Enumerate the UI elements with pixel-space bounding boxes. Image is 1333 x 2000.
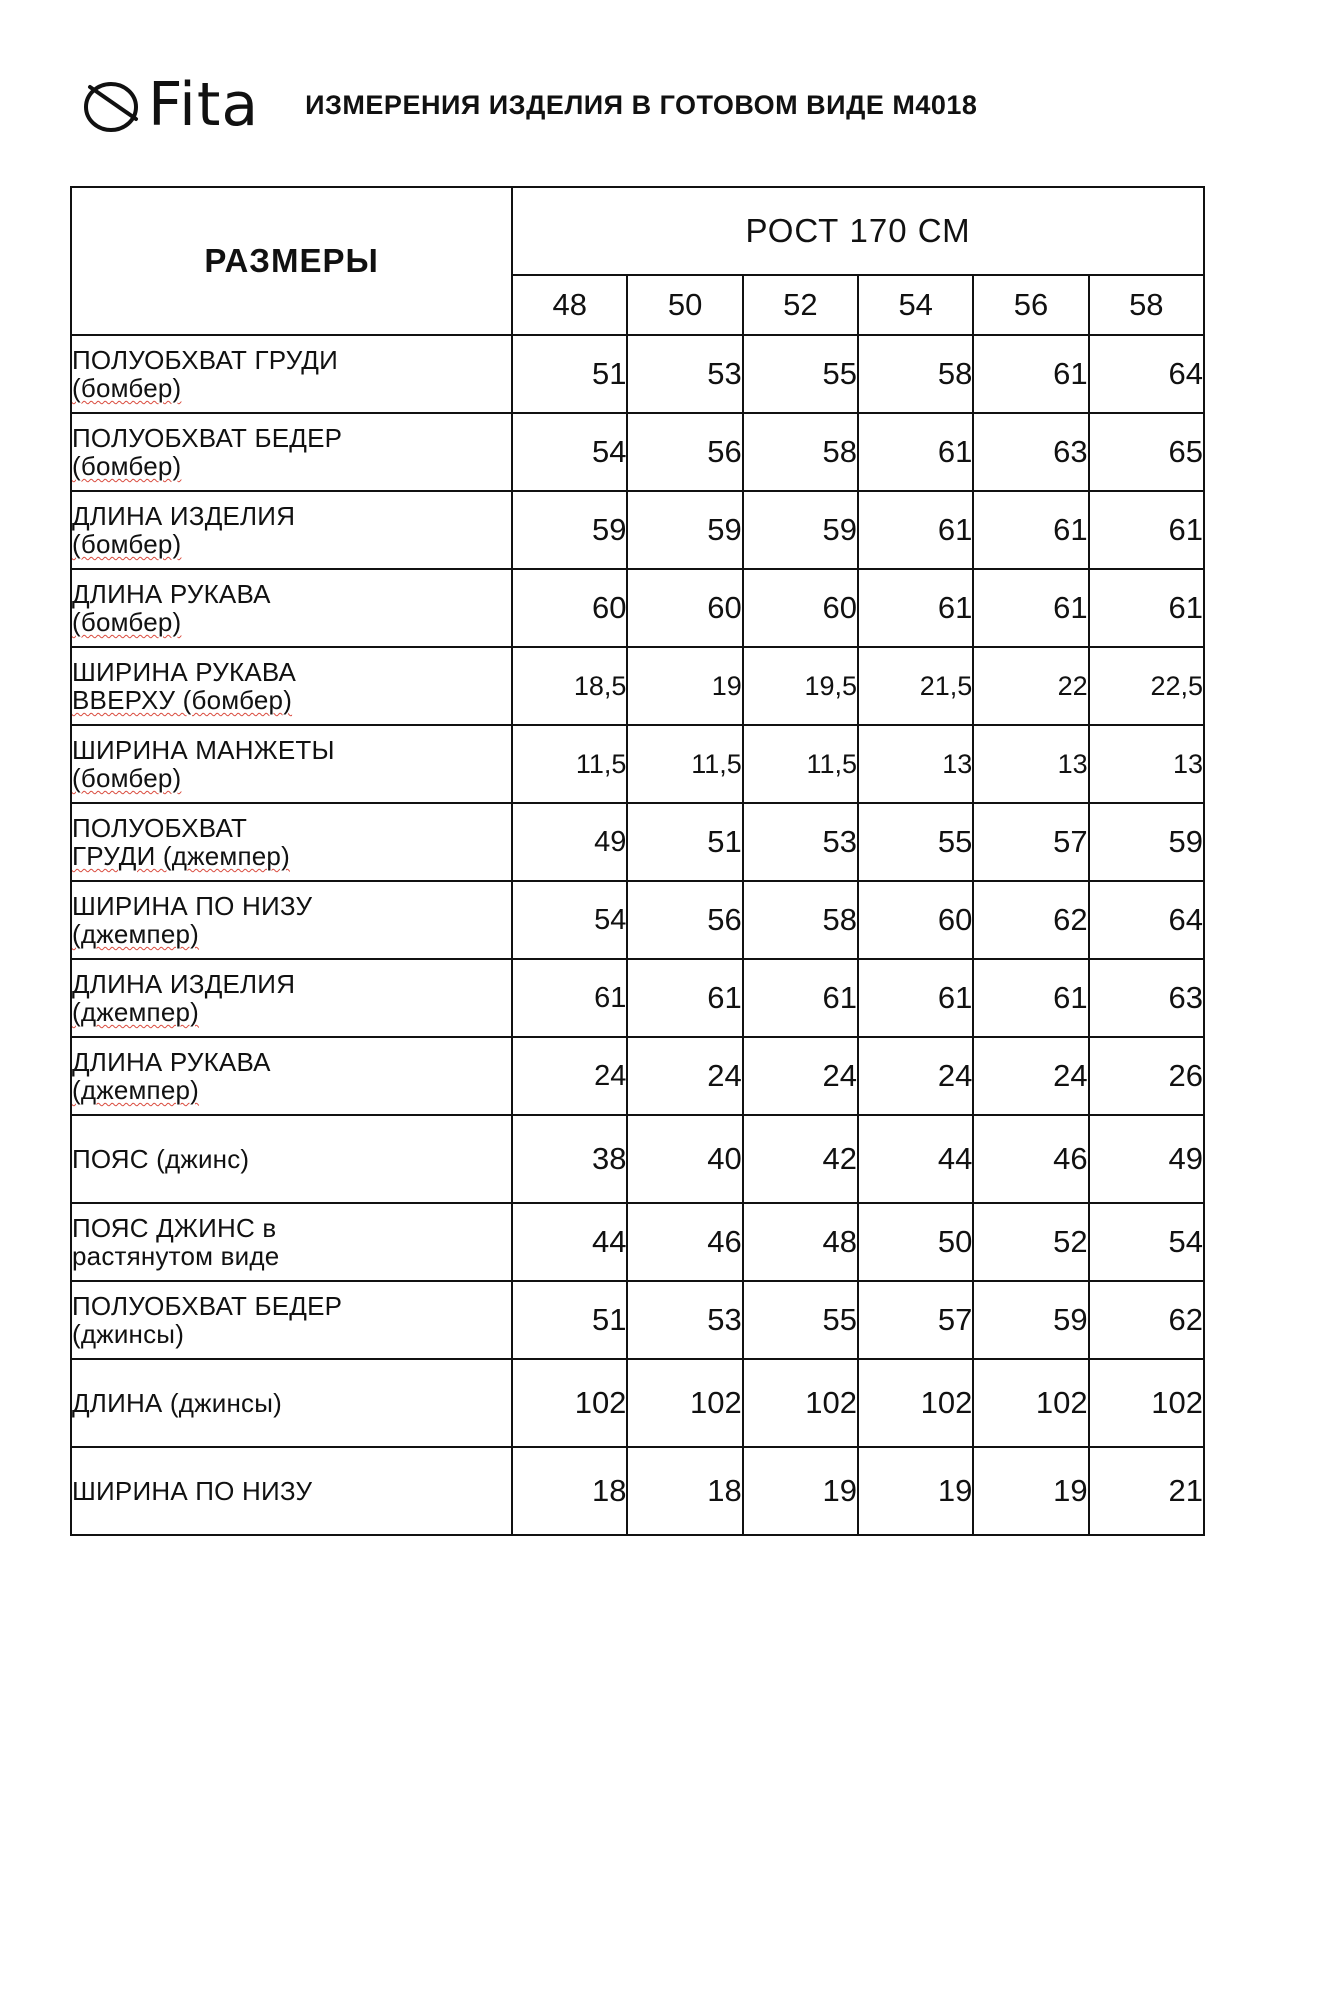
cell-value: 13 bbox=[1089, 725, 1204, 803]
cell-value: 62 bbox=[973, 881, 1088, 959]
table-row bbox=[71, 647, 1204, 725]
cell-value: 48 bbox=[743, 1203, 858, 1281]
circle-slash-icon bbox=[80, 74, 142, 136]
cell-value: 60 bbox=[512, 569, 627, 647]
cell-value: 62 bbox=[1089, 1281, 1204, 1359]
row-label: ДЛИНА РУКАВА (джемпер) bbox=[71, 1037, 512, 1115]
row-label: ШИРИНА РУКАВА ВВЕРХУ (бомбер) bbox=[71, 647, 512, 725]
cell-value: 24 bbox=[973, 1037, 1088, 1115]
cell-value: 19 bbox=[627, 647, 742, 725]
cell-value: 54 bbox=[512, 881, 627, 959]
measurements-table-container bbox=[70, 186, 1205, 1536]
row-label: ПОЯС (джинс) bbox=[71, 1115, 512, 1203]
size-column-50: 50 bbox=[627, 275, 742, 335]
cell-value: 64 bbox=[1089, 881, 1204, 959]
cell-value: 64 bbox=[1089, 335, 1204, 413]
row-label: ШИРИНА ПО НИЗУ bbox=[71, 1447, 512, 1535]
cell-value: 61 bbox=[627, 959, 742, 1037]
cell-value: 63 bbox=[973, 413, 1088, 491]
cell-value: 44 bbox=[512, 1203, 627, 1281]
row-label: ДЛИНА (джинсы) bbox=[71, 1359, 512, 1447]
size-column-52: 52 bbox=[743, 275, 858, 335]
measurements-table bbox=[70, 186, 1205, 1536]
size-column-54: 54 bbox=[858, 275, 973, 335]
cell-value: 102 bbox=[743, 1359, 858, 1447]
cell-value: 11,5 bbox=[743, 725, 858, 803]
cell-value: 61 bbox=[858, 413, 973, 491]
cell-value: 63 bbox=[1089, 959, 1204, 1037]
size-column-58: 58 bbox=[1089, 275, 1204, 335]
cell-value: 61 bbox=[1089, 491, 1204, 569]
cell-value: 49 bbox=[512, 803, 627, 881]
row-label: ДЛИНА РУКАВА (бомбер) bbox=[71, 569, 512, 647]
table-row bbox=[71, 335, 1204, 413]
table-header-row-group bbox=[71, 187, 1204, 275]
cell-value: 61 bbox=[973, 335, 1088, 413]
brand-name: Fita bbox=[148, 70, 260, 140]
row-label: ПОЛУОБХВАТ ГРУДИ (бомбер) bbox=[71, 335, 512, 413]
cell-value: 61 bbox=[973, 491, 1088, 569]
cell-value: 13 bbox=[973, 725, 1088, 803]
table-row bbox=[71, 1281, 1204, 1359]
row-label: ПОЛУОБХВАТ БЕДЕР (бомбер) bbox=[71, 413, 512, 491]
cell-value: 52 bbox=[973, 1203, 1088, 1281]
cell-value: 61 bbox=[973, 569, 1088, 647]
cell-value: 55 bbox=[743, 335, 858, 413]
cell-value: 60 bbox=[627, 569, 742, 647]
table-row bbox=[71, 1037, 1204, 1115]
cell-value: 24 bbox=[512, 1037, 627, 1115]
cell-value: 22 bbox=[973, 647, 1088, 725]
cell-value: 61 bbox=[743, 959, 858, 1037]
cell-value: 65 bbox=[1089, 413, 1204, 491]
size-column-56: 56 bbox=[973, 275, 1088, 335]
row-label: ПОЯС ДЖИНС в растянутом виде bbox=[71, 1203, 512, 1281]
cell-value: 60 bbox=[858, 881, 973, 959]
cell-value: 56 bbox=[627, 881, 742, 959]
cell-value: 11,5 bbox=[512, 725, 627, 803]
cell-value: 51 bbox=[512, 335, 627, 413]
cell-value: 102 bbox=[858, 1359, 973, 1447]
cell-value: 57 bbox=[858, 1281, 973, 1359]
cell-value: 46 bbox=[973, 1115, 1088, 1203]
cell-value: 102 bbox=[627, 1359, 742, 1447]
cell-value: 59 bbox=[512, 491, 627, 569]
row-label: ДЛИНА ИЗДЕЛИЯ (джемпер) bbox=[71, 959, 512, 1037]
cell-value: 44 bbox=[858, 1115, 973, 1203]
table-row bbox=[71, 1447, 1204, 1535]
cell-value: 61 bbox=[858, 959, 973, 1037]
table-row bbox=[71, 803, 1204, 881]
cell-value: 18 bbox=[512, 1447, 627, 1535]
cell-value: 61 bbox=[858, 491, 973, 569]
cell-value: 21,5 bbox=[858, 647, 973, 725]
table-row bbox=[71, 881, 1204, 959]
row-label: ПОЛУОБХВАТ ГРУДИ (джемпер) bbox=[71, 803, 512, 881]
size-column-48: 48 bbox=[512, 275, 627, 335]
cell-value: 61 bbox=[512, 959, 627, 1037]
cell-value: 59 bbox=[973, 1281, 1088, 1359]
cell-value: 61 bbox=[1089, 569, 1204, 647]
cell-value: 102 bbox=[1089, 1359, 1204, 1447]
cell-value: 58 bbox=[858, 335, 973, 413]
cell-value: 61 bbox=[973, 959, 1088, 1037]
table-row bbox=[71, 413, 1204, 491]
cell-value: 50 bbox=[858, 1203, 973, 1281]
cell-value: 49 bbox=[1089, 1115, 1204, 1203]
cell-value: 55 bbox=[743, 1281, 858, 1359]
cell-value: 21 bbox=[1089, 1447, 1204, 1535]
cell-value: 42 bbox=[743, 1115, 858, 1203]
cell-value: 102 bbox=[973, 1359, 1088, 1447]
row-label: ДЛИНА ИЗДЕЛИЯ (бомбер) bbox=[71, 491, 512, 569]
cell-value: 13 bbox=[858, 725, 973, 803]
cell-value: 19 bbox=[858, 1447, 973, 1535]
cell-value: 58 bbox=[743, 881, 858, 959]
table-row bbox=[71, 959, 1204, 1037]
cell-value: 59 bbox=[1089, 803, 1204, 881]
cell-value: 57 bbox=[973, 803, 1088, 881]
cell-value: 19 bbox=[973, 1447, 1088, 1535]
row-label: ШИРИНА ПО НИЗУ (джемпер) bbox=[71, 881, 512, 959]
cell-value: 19,5 bbox=[743, 647, 858, 725]
cell-value: 58 bbox=[743, 413, 858, 491]
cell-value: 53 bbox=[627, 1281, 742, 1359]
cell-value: 61 bbox=[858, 569, 973, 647]
cell-value: 18,5 bbox=[512, 647, 627, 725]
table-row bbox=[71, 569, 1204, 647]
cell-value: 56 bbox=[627, 413, 742, 491]
cell-value: 24 bbox=[743, 1037, 858, 1115]
cell-value: 51 bbox=[512, 1281, 627, 1359]
cell-value: 24 bbox=[858, 1037, 973, 1115]
table-row bbox=[71, 1203, 1204, 1281]
cell-value: 51 bbox=[627, 803, 742, 881]
cell-value: 60 bbox=[743, 569, 858, 647]
cell-value: 53 bbox=[627, 335, 742, 413]
table-row bbox=[71, 1115, 1204, 1203]
cell-value: 22,5 bbox=[1089, 647, 1204, 725]
row-label: ПОЛУОБХВАТ БЕДЕР (джинсы) bbox=[71, 1281, 512, 1359]
cell-value: 54 bbox=[512, 413, 627, 491]
cell-value: 19 bbox=[743, 1447, 858, 1535]
table-row bbox=[71, 491, 1204, 569]
cell-value: 40 bbox=[627, 1115, 742, 1203]
cell-value: 38 bbox=[512, 1115, 627, 1203]
header-height-group: РОСТ 170 СМ bbox=[512, 187, 1204, 275]
cell-value: 59 bbox=[743, 491, 858, 569]
table-row bbox=[71, 1359, 1204, 1447]
cell-value: 53 bbox=[743, 803, 858, 881]
cell-value: 24 bbox=[627, 1037, 742, 1115]
cell-value: 11,5 bbox=[627, 725, 742, 803]
row-label: ШИРИНА МАНЖЕТЫ (бомбер) bbox=[71, 725, 512, 803]
page-title: ИЗМЕРЕНИЯ ИЗДЕЛИЯ В ГОТОВОМ ВИДЕ М4018 bbox=[305, 89, 978, 120]
header-sizes: РАЗМЕРЫ bbox=[71, 187, 512, 335]
cell-value: 54 bbox=[1089, 1203, 1204, 1281]
cell-value: 102 bbox=[512, 1359, 627, 1447]
table-row bbox=[71, 725, 1204, 803]
cell-value: 18 bbox=[627, 1447, 742, 1535]
cell-value: 26 bbox=[1089, 1037, 1204, 1115]
cell-value: 46 bbox=[627, 1203, 742, 1281]
cell-value: 59 bbox=[627, 491, 742, 569]
brand-logo bbox=[80, 70, 260, 140]
document-header bbox=[80, 60, 1273, 150]
cell-value: 55 bbox=[858, 803, 973, 881]
